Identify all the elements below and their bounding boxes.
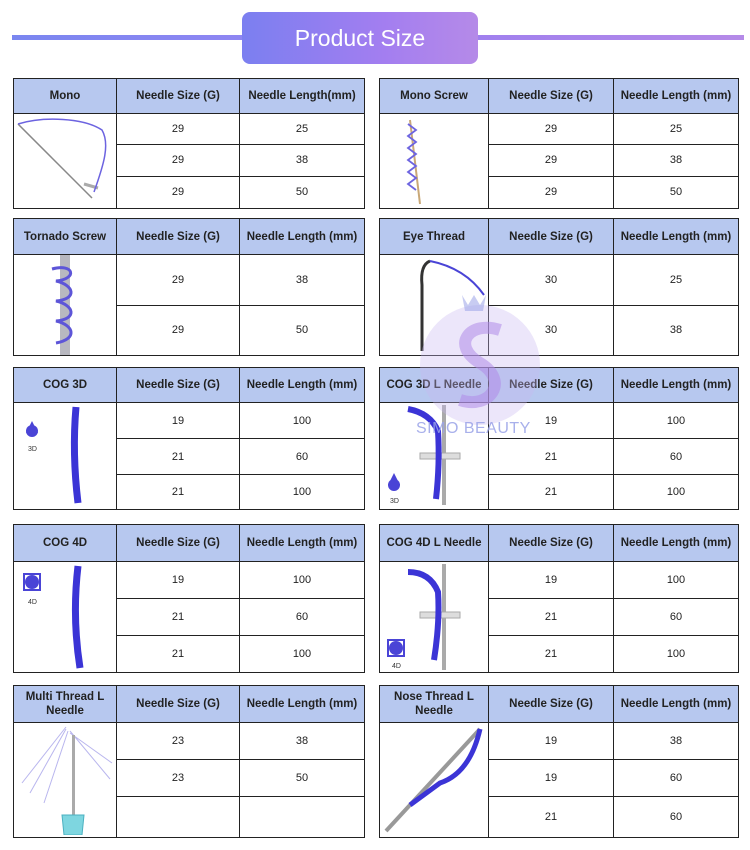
product-name-eye-thread: Eye Thread	[380, 219, 489, 255]
cell-size: 21	[117, 439, 240, 475]
cell-length: 38	[240, 145, 365, 176]
cell-size: 23	[117, 760, 240, 797]
cog-3d-l-needle-image	[380, 403, 489, 510]
table-mono-screw	[379, 78, 739, 209]
page-title: Product Size	[242, 12, 478, 64]
cell-size: 19	[489, 562, 614, 599]
cell-size: 21	[489, 439, 614, 475]
cell-size	[117, 797, 240, 838]
cell-length: 100	[614, 636, 739, 673]
header-needle-size: Needle Size (G)	[117, 525, 240, 562]
table-cog-3d-l-needle	[379, 367, 739, 510]
header-needle-length: Needle Length (mm)	[240, 686, 365, 723]
cell-length: 50	[240, 176, 365, 208]
cell-size: 21	[117, 636, 240, 673]
cell-size: 29	[117, 305, 240, 356]
cell-length: 25	[614, 255, 739, 306]
product-name-cog-4d: COG 4D	[14, 525, 117, 562]
tornado-screw-thread-image	[14, 255, 117, 356]
header-needle-length: Needle Length (mm)	[240, 368, 365, 403]
table-mono	[13, 78, 365, 209]
mono-thread-image	[14, 114, 117, 209]
cell-length: 60	[614, 760, 739, 797]
cell-length: 50	[240, 305, 365, 356]
cell-length: 100	[614, 403, 739, 439]
cell-size: 30	[489, 305, 614, 356]
title-rule-left	[12, 35, 244, 40]
badge-3d: 3D	[390, 498, 399, 505]
badge-3d: 3D	[28, 446, 37, 453]
table-nose-thread-l-needle	[379, 685, 739, 838]
header-needle-size: Needle Size (G)	[117, 219, 240, 255]
cell-length: 25	[240, 114, 365, 145]
cell-size: 30	[489, 255, 614, 306]
table-cog-4d-l-needle	[379, 524, 739, 673]
cell-size: 23	[117, 723, 240, 760]
cell-size: 29	[489, 145, 614, 176]
cell-size: 29	[117, 145, 240, 176]
cell-size: 19	[489, 403, 614, 439]
table-tornado-screw	[13, 218, 365, 356]
header-needle-size: Needle Size (G)	[117, 368, 240, 403]
nose-thread-l-needle-image	[380, 723, 489, 838]
header-needle-length: Needle Length (mm)	[614, 686, 739, 723]
cell-size: 19	[117, 403, 240, 439]
header-needle-length: Needle Length (mm)	[614, 219, 739, 255]
cell-length: 100	[240, 403, 365, 439]
multi-thread-l-needle-image	[14, 723, 117, 838]
header-needle-size: Needle Size (G)	[117, 686, 240, 723]
header-needle-length: Needle Length (mm)	[614, 525, 739, 562]
cell-length: 60	[614, 599, 739, 636]
table-multi-thread-l-needle	[13, 685, 365, 838]
product-name-tornado-screw: Tornado Screw	[14, 219, 117, 255]
header-needle-length: Needle Length (mm)	[240, 525, 365, 562]
header-needle-size: Needle Size (G)	[489, 79, 614, 114]
product-name-multi-thread-l-needle: Multi Thread L Needle	[14, 686, 117, 723]
table-cog-3d	[13, 367, 365, 510]
cog-3d-thread-image	[14, 403, 117, 510]
watermark-text: SIMO BEAUTY	[416, 420, 531, 437]
cell-length: 38	[240, 255, 365, 306]
cell-length: 38	[614, 305, 739, 356]
cell-length: 100	[614, 475, 739, 510]
cell-length: 60	[240, 599, 365, 636]
badge-4d: 4D	[392, 663, 401, 670]
mono-screw-thread-image	[380, 114, 489, 209]
cell-size: 29	[117, 176, 240, 208]
cell-size: 21	[489, 599, 614, 636]
cell-size: 29	[117, 114, 240, 145]
product-name-cog-3d-l-needle: COG 3D L Needle	[380, 368, 489, 403]
product-name-nose-thread-l-needle: Nose Thread L Needle	[380, 686, 489, 723]
cell-size: 29	[489, 114, 614, 145]
header-needle-size: Needle Size (G)	[489, 525, 614, 562]
cell-length: 38	[614, 145, 739, 176]
cell-length: 38	[240, 723, 365, 760]
cell-length: 100	[240, 475, 365, 510]
cell-length: 50	[614, 176, 739, 208]
cell-size: 29	[489, 176, 614, 208]
cell-size: 21	[489, 636, 614, 673]
table-eye-thread	[379, 218, 739, 356]
badge-4d: 4D	[28, 599, 37, 606]
cell-length: 60	[614, 439, 739, 475]
cell-length: 60	[240, 439, 365, 475]
header-needle-size: Needle Size (G)	[489, 368, 614, 403]
cell-length: 100	[614, 562, 739, 599]
header-needle-length: Needle Length (mm)	[614, 368, 739, 403]
cell-size: 21	[117, 599, 240, 636]
eye-thread-image	[380, 255, 489, 356]
cell-size: 21	[117, 475, 240, 510]
cell-size: 21	[489, 475, 614, 510]
product-name-cog-4d-l-needle: COG 4D L Needle	[380, 525, 489, 562]
title-rule-right	[476, 35, 744, 40]
cell-size: 21	[489, 797, 614, 838]
table-cog-4d	[13, 524, 365, 673]
cell-length	[240, 797, 365, 838]
header-needle-length: Needle Length(mm)	[240, 79, 365, 114]
cell-length: 100	[240, 636, 365, 673]
cell-length: 60	[614, 797, 739, 838]
cog-4d-thread-image	[14, 562, 117, 673]
product-name-mono-screw: Mono Screw	[380, 79, 489, 114]
cell-size: 19	[489, 760, 614, 797]
cell-size: 29	[117, 255, 240, 306]
product-name-mono: Mono	[14, 79, 117, 114]
cell-length: 50	[240, 760, 365, 797]
header-needle-size: Needle Size (G)	[489, 686, 614, 723]
cell-length: 25	[614, 114, 739, 145]
header-needle-size: Needle Size (G)	[489, 219, 614, 255]
product-name-cog-3d: COG 3D	[14, 368, 117, 403]
cell-size: 19	[489, 723, 614, 760]
cell-length: 100	[240, 562, 365, 599]
cell-length: 38	[614, 723, 739, 760]
cog-4d-l-needle-image	[380, 562, 489, 673]
cell-size: 19	[117, 562, 240, 599]
header-needle-length: Needle Length (mm)	[614, 79, 739, 114]
header-needle-size: Needle Size (G)	[117, 79, 240, 114]
header-needle-length: Needle Length (mm)	[240, 219, 365, 255]
